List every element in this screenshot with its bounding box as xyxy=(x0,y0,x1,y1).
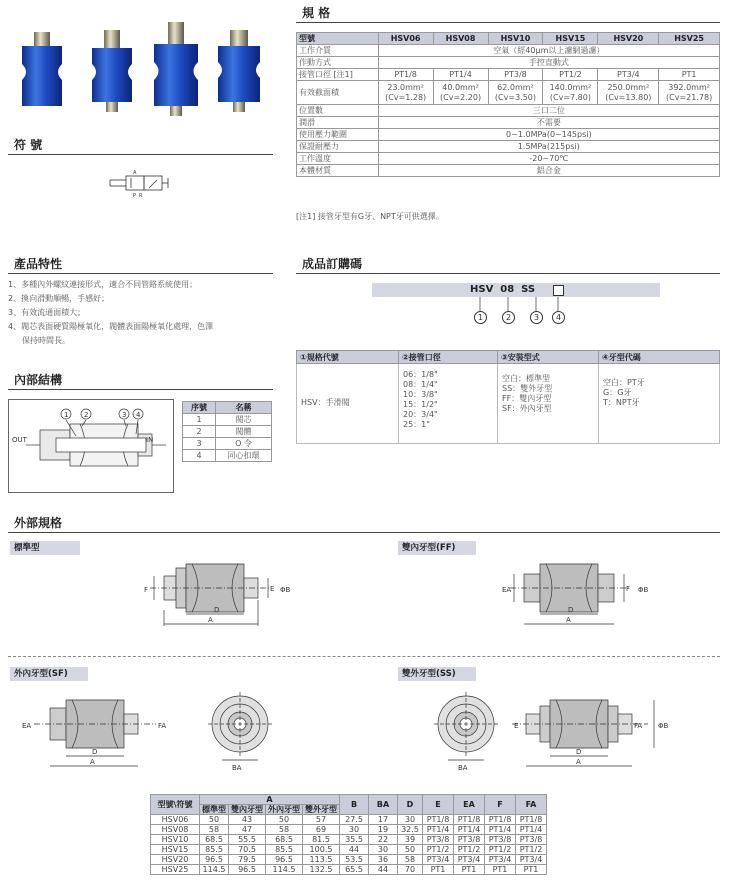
symbol-section-title: 符 號 xyxy=(14,138,43,152)
order-code-text: HSV 08 SS xyxy=(470,284,536,295)
internal-callout-3: 3 xyxy=(122,411,127,419)
internal-out-label: OUT xyxy=(12,436,27,444)
dim-label-e: E xyxy=(270,585,275,593)
order-header: ④牙型代碼 xyxy=(599,351,720,364)
valve-photo-1 xyxy=(22,32,62,106)
dim-label-fa: FA xyxy=(634,722,643,730)
dim-label-f: F xyxy=(144,586,149,594)
internal-in-label: IN xyxy=(146,436,154,444)
dim-row: HSV06 50 43 50 57 27.5 17 30 PT1/8 PT1/8 PT1/8 PT1/8 xyxy=(151,815,547,825)
type-tag-ss: 雙外牙型(SS) xyxy=(398,667,476,681)
spec-section-line xyxy=(296,22,720,23)
drawing-ff xyxy=(500,552,660,632)
order-col-2: 06：1/8" 08：1/4" 10：3/8" 15：1/2" 20：3/4" 25：1" xyxy=(399,364,498,444)
spec-row: 有效截面積 23.0mm² (Cv=1.28) 40.0mm² (Cv=2.20) 62.0mm² (Cv=3.50) 140.0mm² (Cv=7.80) 250.0mm² (Cv=13.80) 392.0mm² (Cv=21.78) xyxy=(297,81,720,105)
features-section-title: 產品特性 xyxy=(14,257,63,271)
symbol-section-line xyxy=(8,154,273,155)
parts-row: 1 閥芯 xyxy=(183,414,272,426)
drawing-sf xyxy=(22,686,302,776)
spec-header-cell: HSV25 xyxy=(659,33,720,45)
dimension-table: 型號\符號 A B BA D E EA F FA 標準型 雙內牙型 外內牙型 雙外牙型 HSV06 50 43 50 57 27.5 17 30 PT1/8 PT1/8 PT1/8 PT1/8 HSV08 58 47 58 69 30 19 32.5 PT1/4 PT1/4 PT1/4 PT1/4 HSV10 68.5 55.5 68.5 81.5 35.5 22 39 PT3/8 PT3/8 PT3/8 PT3/8 HSV15 85.5 70.5 85.5 100.5 44 30 50 PT1/2 PT1/2 PT1/2 PT1/2 HSV20 96.5 79.5 96.5 113.5 53.5 36 58 PT3/4 PT3/4 PT3/4 PT3/4 HSV25 114.5 96.5 114.5 132.5 65.5 44 70 PT1 PT1 PT1 PT1 xyxy=(150,794,547,875)
symbol-port-a: A xyxy=(133,170,137,176)
dim-label-ba: BA xyxy=(458,764,468,772)
dim-label-a: A xyxy=(90,758,95,766)
product-photo xyxy=(8,22,273,122)
order-code-box xyxy=(553,285,564,296)
dim-label-fa: FA xyxy=(158,722,167,730)
dim-label-d: D xyxy=(214,606,220,614)
order-col-1: HSV：手滑閥 xyxy=(297,364,399,444)
dim-label-a: A xyxy=(566,616,571,624)
order-header: ③安裝型式 xyxy=(498,351,599,364)
internal-section-line xyxy=(8,389,273,390)
order-col-3: 空白：標準型 SS：雙外牙型 FF：雙內牙型 SF：外內牙型 xyxy=(498,364,599,444)
dim-row: HSV10 68.5 55.5 68.5 81.5 35.5 22 39 PT3/8 PT3/8 PT3/8 PT3/8 xyxy=(151,835,547,845)
dim-row: HSV20 96.5 79.5 96.5 113.5 53.5 36 58 PT3/4 PT3/4 PT3/4 PT3/4 xyxy=(151,855,547,865)
dim-row: HSV15 85.5 70.5 85.5 100.5 44 30 50 PT1/2 PT1/2 PT1/2 PT1/2 xyxy=(151,845,547,855)
type-tag-standard: 標準型 xyxy=(10,541,80,555)
spec-row: 保證耐壓力 1.5MPa(215psi) xyxy=(297,141,720,153)
drawing-ss xyxy=(428,686,678,776)
dim-label-a: A xyxy=(208,616,213,624)
internal-section-title: 內部結構 xyxy=(14,373,63,387)
parts-row: 2 閥體 xyxy=(183,426,272,438)
dim-label-a: A xyxy=(576,758,581,766)
spec-header-cell: HSV20 xyxy=(598,33,659,45)
feature-item: 2、換向滑動順暢，手感好； xyxy=(8,294,110,303)
ordering-section-line xyxy=(296,273,720,274)
spec-note: [注1] 接管牙型有G牙、NPT牙可供選擇。 xyxy=(296,212,444,221)
feature-item: 保持時間長。 xyxy=(22,336,70,345)
dim-label-f: F xyxy=(626,585,631,593)
dim-label-ea: EA xyxy=(22,722,32,730)
spec-header-row xyxy=(297,33,720,45)
feature-item: 3、有效流通面積大； xyxy=(8,308,86,317)
symbol-port-p: P xyxy=(133,193,137,199)
order-code-table xyxy=(296,350,720,444)
feature-item: 1、多種內外螺紋連接形式，適合不同管路系統使用； xyxy=(8,280,198,289)
ordering-section-title: 成品訂購碼 xyxy=(302,257,363,271)
order-header: ②接管口徑 xyxy=(399,351,498,364)
external-divider xyxy=(8,656,720,657)
external-section-title: 外部規格 xyxy=(14,516,63,530)
parts-row: 4 同心扣環 xyxy=(183,450,272,462)
external-section-line xyxy=(8,532,720,533)
spec-header-cell: HSV06 xyxy=(378,33,433,45)
parts-row: 3 O 令 xyxy=(183,438,272,450)
drawing-standard xyxy=(140,552,300,632)
feature-item: 4、閥芯表面硬質陽極氧化，閥體表面陽極氧化處理，色澤 xyxy=(8,322,214,331)
spec-row: 工作溫度 -20~70℃ xyxy=(297,153,720,165)
internal-callout-2: 2 xyxy=(84,411,89,419)
dim-label-b: ΦB xyxy=(638,586,649,594)
spec-row: 接管口徑 [注1] PT1/8 PT1/4 PT3/8 PT1/2 PT3/4 PT1 xyxy=(297,69,720,81)
spec-header-cell: HSV15 xyxy=(543,33,598,45)
spec-header-cell: 型號 xyxy=(297,33,379,45)
internal-callout-4: 4 xyxy=(136,411,141,419)
order-number-2: 2 xyxy=(502,311,515,324)
order-number-3: 3 xyxy=(530,311,543,324)
valve-photo-2 xyxy=(92,30,132,112)
order-number-4: 4 xyxy=(552,311,565,324)
internal-callout-1: 1 xyxy=(64,411,69,419)
dim-label-b: ΦB xyxy=(658,722,669,730)
type-tag-sf: 外內牙型(SF) xyxy=(10,667,88,681)
dim-label-d: D xyxy=(92,748,98,756)
valve-photo-3 xyxy=(154,22,198,116)
spec-row: 位置數 三口二位 xyxy=(297,105,720,117)
spec-table xyxy=(296,32,720,177)
dim-label-ba: BA xyxy=(232,764,242,772)
spec-row: 潤滑 不需要 xyxy=(297,117,720,129)
features-section-line xyxy=(8,273,273,274)
valve-symbol-diagram xyxy=(108,168,170,200)
order-header: ①規格代號 xyxy=(297,351,399,364)
order-col-4: 空白：PT牙 G：G牙 T：NPT牙 xyxy=(599,364,720,444)
dim-label-d: D xyxy=(568,606,574,614)
internal-structure-diagram xyxy=(10,404,170,488)
dim-label-ea: EA xyxy=(502,586,512,594)
dim-row: HSV25 114.5 96.5 114.5 132.5 65.5 44 70 PT1 PT1 PT1 PT1 xyxy=(151,865,547,875)
spec-row: 作動方式 手控直動式 xyxy=(297,57,720,69)
spec-row: 工作介質 空氣（經40μm以上濾網過濾） xyxy=(297,45,720,57)
spec-row: 本體材質 鋁合金 xyxy=(297,165,720,177)
symbol-port-r: R xyxy=(139,193,143,199)
dim-label-b: ΦB xyxy=(280,586,291,594)
type-tag-ff: 雙內牙型(FF) xyxy=(398,541,476,555)
dim-label-e: E xyxy=(514,722,519,730)
spec-header-cell: HSV08 xyxy=(433,33,488,45)
parts-table: 序號 名稱 1 閥芯 2 閥體 3 O 令 4 同心扣環 xyxy=(182,401,272,462)
spec-row: 使用壓力範圍 0~1.0MPa(0~145psi) xyxy=(297,129,720,141)
dim-row: HSV08 58 47 58 69 30 19 32.5 PT1/4 PT1/4 PT1/4 PT1/4 xyxy=(151,825,547,835)
spec-section-title: 規 格 xyxy=(302,6,331,20)
dim-label-d: D xyxy=(576,748,582,756)
order-number-1: 1 xyxy=(474,311,487,324)
valve-photo-4 xyxy=(218,30,260,112)
spec-header-cell: HSV10 xyxy=(488,33,543,45)
